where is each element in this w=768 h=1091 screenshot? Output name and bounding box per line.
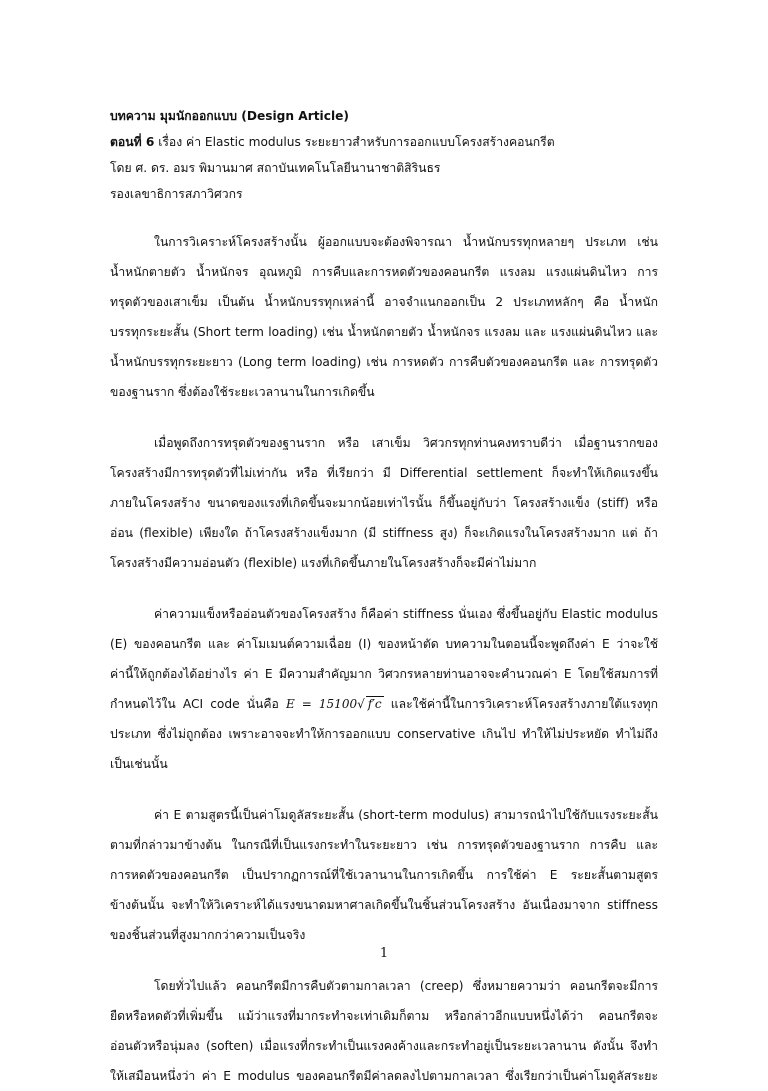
paragraph-5 [110, 971, 658, 1091]
text-line: ของชิ้นส่วนที่สูงมากกว่าความเป็นจริง [110, 928, 306, 942]
text-line: ทรุดตัวของเสาเข็ม เป็นต้น น้ำหนักบรรทุกเหล่านี้ อาจจำแนกออกเป็น 2 ประเภทหลักๆ คือ น้ำหนัก [110, 295, 658, 309]
text-line: เมื่อพูดถึงการทรุดตัวของฐานราก หรือ เสาเข็ม วิศวกรทุกท่านคงทราบดีว่า เมื่อฐานรากของ [154, 436, 658, 450]
episode-label: ตอนที่ 6 [110, 135, 155, 149]
text-fragment: กำหนดไว้ใน ACI code นั่นคือ [110, 697, 286, 711]
paragraph-2 [110, 428, 658, 578]
text-line: ภายในโครงสร้าง ขนาดของแรงที่เกิดขึ้นจะมากน้อยเท่าไรนั้น ก็ขึ้นอยู่กับว่า โครงสร้างแข็ง (stiff) หรือ [110, 496, 658, 510]
article-heading: บทความ มุมนักออกแบบ (Design Article) [110, 109, 349, 123]
episode-title: เรื่อง ค่า Elastic modulus ระยะยาวสำหรับการออกแบบโครงสร้างคอนกรีต [154, 135, 555, 149]
text-line: ตามที่กล่าวมาข้างต้น ในกรณีที่เป็นแรงกระทำในระยะยาว เช่น การทรุดตัวของฐานราก การคืบ และ [110, 838, 658, 852]
text-line: โครงสร้างมีความอ่อนตัว (flexible) แรงที่เกิดขึ้นภายในโครงสร้างก็จะมีค่าไม่มาก [110, 556, 537, 570]
equation-radicand: f′c [367, 697, 382, 711]
text-line: ประเภท ซึ่งไม่ถูกต้อง เพราะอาจจะทำให้การออกแบบ conservative เกินไป ทำให้ไม่ประหยัด ทำไม่ถึง [110, 727, 658, 741]
text-line: ให้เสมือนหนึ่งว่า ค่า E modulus ของคอนกรีตมีค่าลดลงไปตามกาลเวลา ซึ่งเรียกว่าเป็นค่าโมดูลัสระยะ [110, 1069, 658, 1083]
text-line: อ่อน (flexible) เพียงใด ถ้าโครงสร้างแข็งมาก (มี stiffness สูง) ก็จะเกิดแรงในโครงสร้างมาก แต่ ถ้า [110, 526, 658, 540]
text-line: เป็นเช่นนั้น [110, 757, 168, 771]
text-line: ค่า E ตามสูตรนี้เป็นค่าโมดูลัสระยะสั้น (short-term modulus) สามารถนำไปใช้กับแรงระยะสั้น [154, 808, 658, 822]
page-number: 1 [379, 946, 389, 961]
text-line: ของฐานราก ซึ่งต้องใช้ระยะเวลานานในการเกิดขึ้น [110, 385, 375, 399]
equation-line [110, 689, 658, 719]
document-body [110, 103, 658, 1091]
author-line: โดย ศ. ดร. อมร พิมานมาศ สถาบันเทคโนโลยีนานาชาติสิรินธร [110, 161, 441, 175]
text-line: โดยทั่วไปแล้ว คอนกรีตมีการคืบตัวตามกาลเวลา (creep) ซึ่งหมายความว่า คอนกรีตจะมีการ [154, 979, 658, 993]
article-subheading [110, 129, 658, 155]
text-line: ข้างต้นนั้น จะทำให้วิเคราะห์ได้แรงขนาดมหาศาลเกิดขึ้นในชิ้นส่วนโครงสร้าง อันเนื่องมาจาก stiffness [110, 898, 658, 912]
text-line: ค่านี้ให้ถูกต้องได้อย่างไร ค่า E มีความสำคัญมาก วิศวกรหลายท่านอาจจะคำนวณค่า E โดยใช้สมการที่ [110, 667, 658, 681]
text-line: น้ำหนักตายตัว น้ำหนักจร อุณหภูมิ การคืบและการหดตัวของคอนกรีต แรงลม แรงแผ่นดินไหว การ [110, 265, 658, 279]
paragraph-4 [110, 800, 658, 950]
paragraph-1 [110, 227, 658, 407]
author-position: รองเลขาธิการสภาวิศวกร [110, 187, 243, 201]
text-line: โครงสร้างมีการทรุดตัวที่ไม่เท่ากัน หรือ ที่เรียกว่า มี Differential settlement ก็จะทำให้เกิดแรงขึ้น [110, 466, 658, 480]
equation-lhs: E = 15100 [285, 697, 358, 711]
text-line: อ่อนตัวหรือนุ่มลง (soften) เมื่อแรงที่กระทำเป็นแรงคงค้างและกระทำอยู่เป็นระยะเวลานาน ดังนั้น จึงทำ [110, 1039, 658, 1053]
sqrt-icon: √ [357, 697, 365, 711]
text-line: บรรทุกระยะสั้น (Short term loading) เช่น น้ำหนักตายตัว น้ำหนักจร แรงลม และ แรงแผ่นดินไหว และ [110, 325, 658, 339]
text-line: การหดตัวของคอนกรีต เป็นปรากฏการณ์ที่ใช้เวลานานในการเกิดขึ้น การใช้ค่า E ระยะสั้นตามสูตร [110, 868, 658, 882]
text-line: ในการวิเคราะห์โครงสร้างนั้น ผู้ออกแบบจะต้องพิจารณา น้ำหนักบรรทุกหลายๆ ประเภท เช่น [154, 235, 658, 249]
text-line: ค่าความแข็งหรืออ่อนตัวของโครงสร้าง ก็คือค่า stiffness นั่นเอง ซึ่งขึ้นอยู่กับ Elastic modulus [154, 607, 658, 621]
text-line: น้ำหนักบรรทุกระยะยาว (Long term loading) เช่น การหดตัว การคืบตัวของคอนกรีต และ การทรุดตัว [110, 355, 658, 369]
paragraph-3 [110, 599, 658, 779]
text-fragment: และใช้ค่านี้ในการวิเคราะห์โครงสร้างภายใต้แรงทุก [383, 697, 658, 711]
ec-equation [286, 697, 384, 711]
text-line: (E) ของคอนกรีต และ ค่าโมเมนต์ความเฉื่อย (I) ของหน้าตัด บทความในตอนนี้จะพูดถึงค่า E ว่าจะใช้ [110, 637, 658, 651]
text-line: ยืดหรือหดตัวที่เพิ่มขึ้น แม้ว่าแรงที่มากระทำจะเท่าเดิมก็ตาม หรือกล่าวอีกแบบหนึ่งได้ว่า คอนกรีตจะ [110, 1009, 658, 1023]
